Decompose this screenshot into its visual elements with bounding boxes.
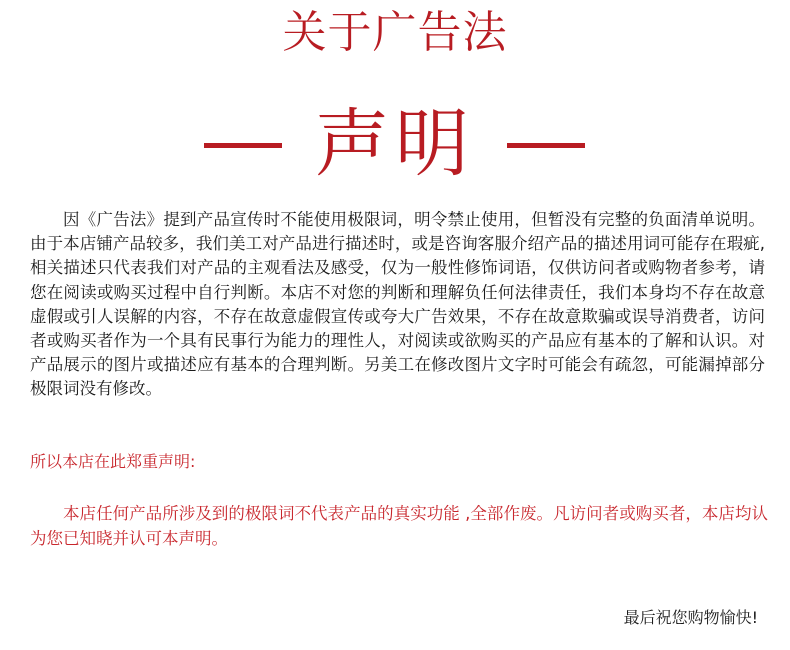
right-dash-decoration <box>507 143 585 148</box>
declaration-heading <box>0 92 790 192</box>
statement-intro: 所以本店在此郑重声明: <box>30 452 196 471</box>
declaration-title: 声明 <box>315 101 475 187</box>
closing-greeting: 最后祝您购物愉快! <box>623 608 758 627</box>
page-title: 关于广告法 <box>282 7 508 58</box>
notice-paragraph: 因《广告法》提到产品宣传时不能使用极限词，明令禁止使用，但暂没有完整的负面清单说明。由于本店铺产品较多，我们美工对产品进行描述时，或是咨询客服介绍产品的描述用词可能存在瑕疵,相关描述只代表我们对产品的主观看法及感受，仅为一般性修饰词语，仅供访问者或购物者参考，请您在阅读或购买过程中自行判断。本店不对您的判断和理解负任何法律责任，我们本身均不存在故意虚假或引人误解的内容，不存在故意虚假宣传或夸大广告效果，不存在故意欺骗或误导消费者，访问者或购买者作为一个具有民事行为能力的理性人，对阅读或欲购买的产品应有基本的了解和认识。对产品展示的图片或描述应有基本的合理判断。另美工在修改图片文字时可能会有疏忽，可能漏掉部分极限词没有修改。 <box>30 210 765 399</box>
statement-text: 本店任何产品所涉及到的极限词不代表产品的真实功能 ,全部作废。凡访问者或购买者，本店均认为您已知晓并认可本声明。 <box>30 504 768 548</box>
